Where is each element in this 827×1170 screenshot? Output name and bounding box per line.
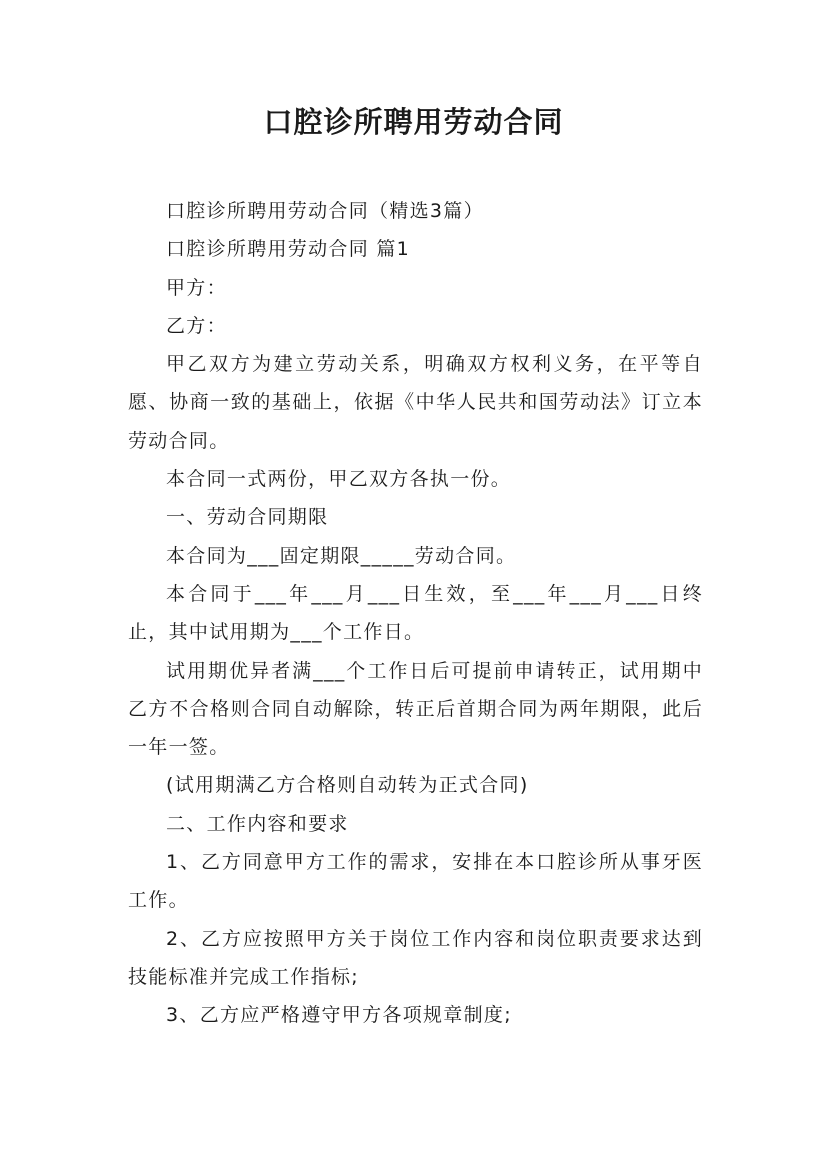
document-body — [128, 192, 703, 1035]
section-heading-work: 二、工作内容和要求 — [166, 812, 349, 835]
paragraph-party-a: 甲方： — [166, 276, 227, 299]
document-title: 口腔诊所聘用劳动合同 — [263, 105, 564, 139]
paragraph-copies: 本合同一式两份，甲乙双方各执一份。 — [166, 468, 512, 491]
paragraph-probation-note: (试用期满乙方合格则自动转为正式合同) — [166, 774, 529, 797]
paragraph-party-b: 乙方： — [166, 314, 227, 337]
list-item-work-2: 2、乙方应按照甲方关于岗位工作内容和岗位职责要求达到技能标准并完成工作指标; — [128, 927, 703, 988]
paragraph-selection-heading: 口腔诊所聘用劳动合同（精选3篇） — [166, 200, 484, 222]
list-item-work-1: 1、乙方同意甲方工作的需求，安排在本口腔诊所从事牙医工作。 — [128, 851, 703, 912]
list-item-work-3: 3、乙方应严格遵守甲方各项规章制度; — [166, 1004, 512, 1027]
paragraph-probation: 试用期优异者满___个工作日后可提前申请转正，试用期中乙方不合格则合同自动解除，转正后首期合同为两年期限，此后一年一签。 — [128, 659, 703, 759]
section-heading-term: 一、劳动合同期限 — [166, 506, 329, 529]
paragraph-preamble: 甲乙双方为建立劳动关系，明确双方权利义务，在平等自愿、协商一致的基础上，依据《中华人民共和国劳动法》订立本劳动合同。 — [128, 353, 703, 452]
paragraph-contract-type: 本合同为___固定期限_____劳动合同。 — [166, 544, 517, 567]
paragraph-article-heading: 口腔诊所聘用劳动合同 篇1 — [166, 238, 411, 261]
paragraph-effective-dates: 本合同于___年___月___日生效，至___年___月___日终止，其中试用期为___个工作日。 — [128, 582, 703, 644]
